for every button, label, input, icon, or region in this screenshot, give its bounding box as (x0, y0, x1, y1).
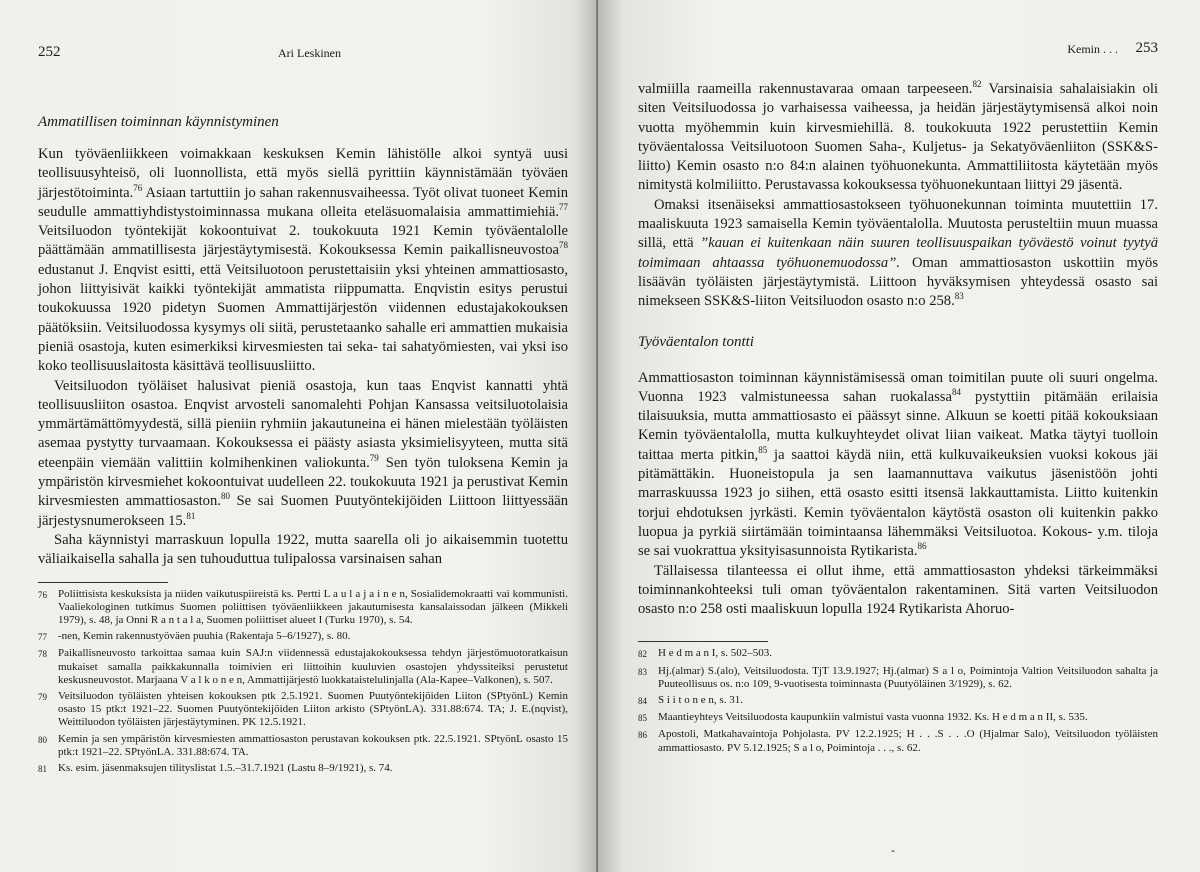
paragraph: valmiilla raameilla rakennustavaraa omaan tarpeeseen.$^{82}$ Varsinaisia sahalaisiakin oli siten Veitsiluodossa jo varhaisessa vaiheessa, ja heidän järjestäytymisensä alkoi noin vuotta myöhemmin kuin kirvesmiehillä. 8. toukokuuta 1922 perustettiin Kemin työväentalossa Veitsiluotoon Suomen Saha-, Kuljetus- ja Sekatyöväenliiton (SSK&S-liitto) Kemin osasto n:o 84:n alainen työhuonekunta. Ammattiliitosta käytetään myös nimitystä kolmiliitto. Perustavassa kokouksessa työhuonekuntaan liittyi 29 jäsentä. (638, 79, 1158, 194)
footnote (638, 711, 1158, 725)
paragraph: Saha käynnistyi marraskuun lopulla 1922, mutta saarella oli jo aikaisemmin tuotettu väliaikaisella sahalla ja sen tuhouduttua tulipalossa varsinaisen sahan (38, 531, 568, 568)
footnote-number: 80 (38, 734, 47, 745)
footnote-reference: 84 (951, 387, 961, 397)
footnote-text: Paikallisneuvosto tarkoittaa samaa kuin SAJ:n viidennessä edustajakokouksessa tehdyn järjestömuotoratkaisun mukaiset samalla paikkakunnalla toimivien eri liittoihin kuuluvien osastojen yhdyssiteiksi perustetut keskusneuvostot. Marjaana V a l k o n e n, Ammattijärjestö luokkataistelulinjalla (Ala-Kapee–Valkonen), s. 507. (58, 647, 568, 686)
paragraph: Omaksi itsenäiseksi ammattiosastokseen työhuonekunnan toiminta muutettiin 17. maaliskuuta 1923 samaisella Kemin työväentalolla. Muutosta perusteltiin muun muassa sillä, että ”kauan ei kuitenkaan näin suuren teollisuuspaikan työväestö voinut tyytyä toimimaan ahtaassa työhuonemuodossa”. Oman ammattiosaston uskottiin myös lisäävän työläisten järjestäytymistä. Liittoon hyväksymisen yhteydessä osasto sai nimekseen SSK&S-liiton Veitsiluodon osasto n:o 258.83 (638, 196, 1158, 310)
footnote (38, 647, 568, 687)
footnote-reference: 78 (559, 240, 568, 251)
right-running-head (638, 40, 1158, 62)
footnote-text: H e d m a n I, s. 502–503. (658, 647, 772, 660)
right-body-text-top (638, 80, 1158, 312)
footnote-number: 78 (38, 649, 47, 660)
right-body-text-bottom (638, 369, 1158, 620)
footnote (38, 588, 568, 628)
right-page (598, 0, 1200, 872)
footnote-text: Poliittisista keskuksista ja niiden vaikutuspiireistä ks. Pertti L a u l a j a i n e n, Sosialidemokraatti vai kommunisti. Vaaliekologinen tutkimus Suomen poliittisen työväenliikkeen jakautumisesta kansalaissodan jälkeen (Mikkeli 1979), s. 48, ja Onni R a n t a l a, Suomen poliittiset alueet I (Turku 1970), s. 54. (58, 587, 568, 626)
paragraph: Ammattiosaston toiminnan käynnistämisessä oman toimitilan puute oli suuri ongelma. Vuonna 1923 valmistuneessa sahan ruokalassa$^{84}$ pystyttiin pitämään erilaisia tilaisuuksia, mutta ammattiosasto ei päässyt sinne. Alkuun se koetti pitää kokouksiaan Kemin työväentalolla, mutta kulkuyhteydet olivat liian vaikeat. Matka täytyi tuolloin taittaa merta pitkin,$^{85}$ ja saattoi käydä niin, että kulkuvaikeuksien vuoksi kokous jäi pitämättäkin. Huoneistopula ja sen laamannuttava vaikutus jäsenistöön johti marraskuussa 1923 jo siihen, että osasto esitti itsensä lakkauttamista. Liitto kuitenkin torjui ehdotuksen jyrkästi. Kemin työväentalon käytöstä osaston oli kuitenkin pakko luopua ja pyrkiä siirtämään toimintaansa lähemmäksi Veitsiluotoa. Kokous- y.m. tiloja se sai vuokrattua yksityisasunnoista Rytikarista.$^{86}$ (638, 369, 1159, 560)
footnote-reference: 83 (954, 291, 964, 302)
footnote-number: 79 (38, 691, 47, 702)
paragraph: Tällaisessa tilanteessa ei ollut ihme, että ammattiosaston yhdeksi tärkeimmäksi toiminnankohteeksi tuli oman työväentalon rakentaminen. Sitä varten Veitsiluodon osasto n:o 258 osti maaliskuun lopulla 1924 Rytikarista Ahoruo- (638, 562, 1158, 618)
footnote (38, 690, 568, 730)
footnote-reference: 80 (220, 491, 230, 502)
italic-quote: ”kauan ei kuitenkaan näin suuren teollisuuspaikan työväestö voinut tyytyä toimimaan ahtaassa työhuonemuodossa”. (638, 235, 1158, 271)
footnote-reference: 81 (186, 510, 196, 521)
page-number-right: 253 (1135, 40, 1158, 56)
running-head-author: Ari Leskinen (278, 46, 341, 60)
footnote-rule-right (638, 641, 768, 642)
footnote (38, 630, 568, 644)
paragraph: Kun työväenliikkeen voimakkaan keskuksen Kemin lähistölle alkoi syntyä uusi teollisuusyhteisö, oli luonnollista, että myös siellä pyrittiin käynnistämään työväen järjestötoiminta.$^{76}$ Asiaan tartuttiin jo sahan rakennusvaiheessa. Työt olivat tuoneet Kemin seudulle ammattiyhdistystoiminnassa mukana olleita eteläsuomalaisia ammattimiehiä.$^{77}$ Veitsiluodon työntekijät kokoontuivat 2. toukokuuta 1921 Kemin työväentalolle päättämään ammatillisesta järjestäytymisestä. Kokouksessa Kemin paikallisneuvostoa$^{78}$ edustanut J. Enqvist esitti, että Veitsiluotoon perustettaisiin yksi yhteinen ammattiosasto, johon liittyisivät kaikki työntekijät ammatista riippumatta. Enqvistin esitys perustui toukokuussa 1920 pidetyn Suomen Ammattijärjestön viidennen edustajakokouksen päätöksiin. Veitsiluodossa kysymys oli siitä, perustetaanko sahalle eri ammattien mukaisia pieniä osastoja, kuten esimerkiksi kirvesmiesten tai seka- tai sahatyömiesten, vai yksi iso koko teollisuuslaitosta käsittävä teollisuusliitto. (38, 146, 568, 375)
running-head-chapter: Kemin . . . (1067, 42, 1118, 56)
left-footnotes (38, 588, 568, 777)
left-running-head (38, 44, 568, 66)
footnote-text: -nen, Kemin rakennustyöväen puuhia (Rakentaja 5–6/1927), s. 80. (58, 630, 351, 643)
footnote-reference: 79 (369, 452, 379, 463)
footnote (38, 762, 568, 776)
footnote-reference: 76 (133, 182, 143, 193)
left-page (0, 0, 598, 872)
left-body-text (38, 145, 568, 570)
footnote-text: Kemin ja sen ympäristön kirvesmiesten ammattiosaston perustavan kokouksen ptk. 22.5.1921. SPtyönL osasto 15 ptk:t 1921–22. SPtyönLA. 331.88:674. TA. (58, 732, 568, 758)
footnote-rule-left (38, 582, 168, 583)
footnote-number: 81 (38, 763, 47, 774)
footnote-number: 83 (638, 666, 647, 677)
right-footnotes (638, 647, 1158, 754)
section-title-right: Työväentalon tontti (638, 333, 754, 350)
footnote (638, 647, 1158, 661)
footnote-text: Ks. esim. jäsenmaksujen tilityslistat 1.5.–31.7.1921 (Lastu 8–9/1921), s. 74. (58, 761, 393, 774)
footnote-number: 82 (638, 649, 647, 660)
footnote (638, 665, 1158, 691)
footnote-text: Apostoli, Matkahavaintoja Pohjolasta. PV 12.2.1925; H . . .S . . .O (Hjalmar Salo), Veitsiluodon työläisten ammattiosasto. PV 5.12.1925; S a l o, Poimintoja . . ., s. 62. (658, 728, 1158, 754)
footnote (38, 733, 568, 759)
footnote-number: 84 (638, 696, 647, 707)
footnote-number: 77 (38, 632, 47, 643)
footnote-number: 86 (638, 730, 647, 741)
bottom-mark: - (891, 843, 895, 857)
paragraph: Veitsiluodon työläiset halusivat pieniä osastoja, kun taas Enqvist kannatti yhtä teollisuusliiton osastoa. Enqvist arvosteli sanomalehti Pohjan Kansassa veitsiluotolaisia ymmärtämättömyydestä, sillä pieniin ryhmiin jakautuneina ei hänen mielestään työläisten asemaa pystytty turvaamaan. Kokouksessa ei päästy asiasta yksimielisyyteen, mutta sitä eteenpäin viemään valittiin kolmihenkinen valiokunta.$^{79}$ Sen työn tuloksena Kemin ja ympäristön kirvesmiehet kokoontuivat uudelleen 22. toukokuuta 1921 ja perustivat Kemin kirvesmiesten ammattiosaston.$^{80}$ Se sai Suomen Puutyöntekijöiden Liittoon liittyessään järjestysnumerokseen 15.81 (38, 377, 568, 529)
page-number-left: 252 (38, 44, 61, 60)
footnote-reference: 86 (917, 541, 927, 552)
footnote-number: 76 (38, 589, 47, 600)
footnote-reference: 77 (559, 202, 568, 213)
footnote-reference: 82 (972, 79, 982, 90)
footnote (638, 728, 1158, 754)
footnote-text: Veitsiluodon työläisten yhteisen kokouksen ptk 2.5.1921. Suomen Puutyöntekijöiden Liiton (SPtyönL) Kemin osasto 15 ptk:t 1921–22. Suomen Puutyöntekijöiden Liiton arkisto (SPtyönLA). 331.88:674. TA; J. E.(nqvist), Weittiluodon työläisten järjestäytyminen. PK 12.5.1921. (58, 689, 568, 729)
section-title-left: Ammatillisen toiminnan käynnistyminen (38, 114, 279, 130)
footnote-text: S i i t o n e n, s. 31. (658, 694, 743, 707)
footnote-text: Maantieyhteys Veitsiluodosta kaupunkiin valmistui vasta vuonna 1932. Ks. H e d m a n II, s. 535. (658, 711, 1088, 724)
footnote-reference: 85 (758, 444, 768, 455)
footnote-text: Hj.(almar) S.(alo), Veitsiluodosta. TjT 13.9.1927; Hj.(almar) S a l o, Poimintoja Valtion Veitsiluodon sahalta ja Puuteollisuus os. n:o 109, 9-vuotisesta toiminnasta (Puutyöläinen 3/1929), s. 62. (658, 664, 1158, 690)
footnote-number: 85 (638, 713, 647, 724)
footnote (638, 694, 1158, 708)
